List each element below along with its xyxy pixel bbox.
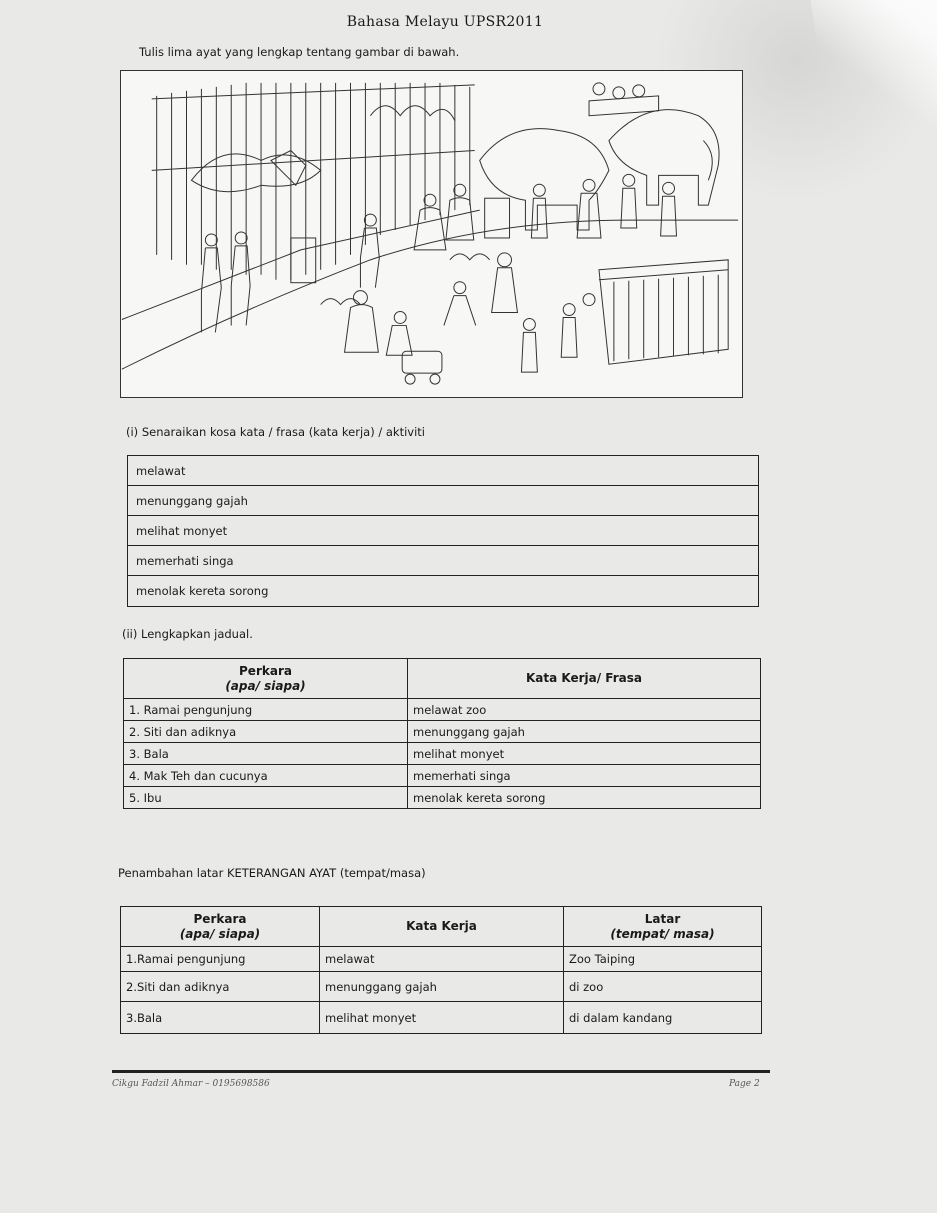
table-row	[124, 765, 761, 787]
cell-kata-kerja: menolak kereta sorong	[408, 787, 761, 809]
table-header-row	[124, 659, 761, 699]
section3-label: Penambahan latar KETERANGAN AYAT (tempat/masa)	[118, 866, 426, 880]
vocabulary-item: melawat	[128, 456, 758, 486]
cell-kata-kerja: melihat monyet	[408, 743, 761, 765]
cell-kata-kerja: melawat zoo	[408, 699, 761, 721]
footer-divider	[112, 1070, 770, 1073]
cell-perkara: 1. Ramai pengunjung	[124, 699, 408, 721]
verb-table	[123, 658, 761, 809]
cell-perkara: 3.Bala	[121, 1002, 320, 1034]
zoo-illustration	[120, 70, 743, 398]
vocabulary-item: melihat monyet	[128, 516, 758, 546]
section1-label: (i) Senaraikan kosa kata / frasa (kata kerja) / aktiviti	[126, 425, 425, 439]
table-row	[124, 721, 761, 743]
table-header-row	[121, 907, 762, 947]
cell-kata-kerja: melihat monyet	[320, 1002, 564, 1034]
vocabulary-list	[127, 455, 759, 607]
cell-perkara: 2. Siti dan adiknya	[124, 721, 408, 743]
table-row	[121, 1002, 762, 1034]
cell-latar: Zoo Taiping	[564, 947, 762, 972]
cell-perkara: 2.Siti dan adiknya	[121, 972, 320, 1002]
cell-perkara: 5. Ibu	[124, 787, 408, 809]
cell-perkara: 1.Ramai pengunjung	[121, 947, 320, 972]
footer-author: Cikgu Fadzil Ahmar – 0195698586	[112, 1079, 270, 1089]
cell-kata-kerja: menunggang gajah	[320, 972, 564, 1002]
vocabulary-item: menunggang gajah	[128, 486, 758, 516]
monkey-figure	[191, 154, 320, 192]
column-header-perkara: Perkara (apa/ siapa)	[124, 659, 408, 699]
cell-perkara: 3. Bala	[124, 743, 408, 765]
cell-perkara: 4. Mak Teh dan cucunya	[124, 765, 408, 787]
elephant-figure	[480, 110, 719, 230]
table-row	[124, 787, 761, 809]
vocabulary-item: menolak kereta sorong	[136, 584, 269, 598]
cell-kata-kerja: memerhati singa	[408, 765, 761, 787]
table-row	[121, 947, 762, 972]
cell-kata-kerja: melawat	[320, 947, 564, 972]
section2-label: (ii) Lengkapkan jadual.	[122, 627, 253, 641]
instruction-text: Tulis lima ayat yang lengkap tentang gambar di bawah.	[139, 45, 460, 59]
lion-cage	[599, 260, 728, 364]
table-row	[124, 699, 761, 721]
column-header-latar: Latar (tempat/ masa)	[564, 907, 762, 947]
column-header-kata-kerja: Kata Kerja	[320, 907, 564, 947]
zoo-scene-drawing	[121, 71, 742, 397]
setting-table	[120, 906, 762, 1034]
footer-page-number: Page 2	[729, 1079, 760, 1089]
page-title: Bahasa Melayu UPSR2011	[346, 14, 544, 30]
cell-latar: di dalam kandang	[564, 1002, 762, 1034]
column-header-kata-kerja: Kata Kerja/ Frasa	[408, 659, 761, 699]
cell-latar: di zoo	[564, 972, 762, 1002]
table-row	[121, 972, 762, 1002]
table-row	[124, 743, 761, 765]
column-header-perkara: Perkara (apa/ siapa)	[121, 907, 320, 947]
cell-kata-kerja: menunggang gajah	[408, 721, 761, 743]
vocabulary-item: memerhati singa	[128, 546, 758, 576]
